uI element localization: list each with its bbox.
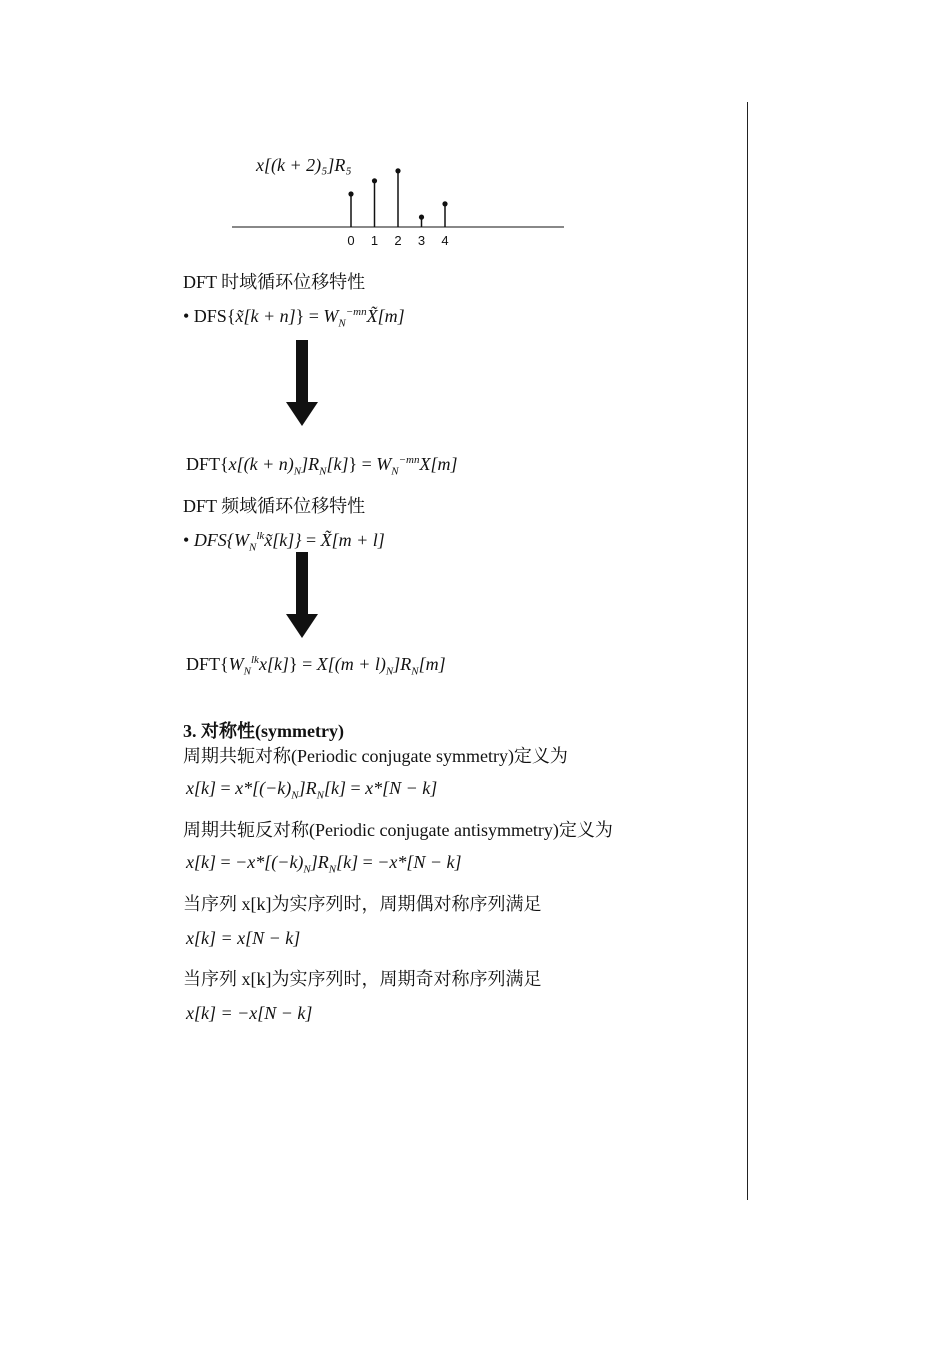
time-shift-dfs-formula: • DFS{x̃[k + $n]\} = W_N^{-mn}X̃[m]$ — [183, 306, 405, 330]
right-margin-rule — [747, 102, 748, 1200]
conj-antisym-formula: $x[k] = -x*[(-k)_N]R_N[k] = -x*[N - k]$ — [186, 852, 462, 876]
real-even-text: 当序列 x[k]为实序列时，周期偶对称序列满足 — [183, 894, 542, 914]
conj-sym-formula: $x[k] = x*[(-k)_N]R_N[k] = x*[N - k]$ — [186, 778, 438, 802]
stem-plot — [230, 160, 570, 250]
symmetry-title: 3. 对称性(symmetry) — [183, 721, 344, 741]
stem-tick-label-3: 3 — [417, 233, 426, 248]
real-odd-formula: x[k] = −x[N − k] — [186, 1003, 313, 1023]
down-arrow-2 — [296, 552, 308, 614]
stem-point-0 — [348, 191, 353, 196]
down-arrow-2-head — [286, 614, 318, 638]
time-shift-dft-formula: $DFT\{x[(k + n)_N]R_N[k]\} = W_N^{-mn}X[m]$ — [186, 454, 458, 478]
real-odd-text: 当序列 x[k]为实序列时，周期奇对称序列满足 — [183, 969, 542, 989]
stem-tick-label-0: 0 — [347, 233, 355, 248]
conj-antisym-definition: 周期共轭反对称(Periodic conjugate antisymmetry)定义为 — [183, 820, 613, 840]
stem-plot-label: x[(k + 2)₅]R₅ — [256, 155, 352, 175]
down-arrow-1 — [296, 340, 308, 402]
freq-shift-heading: DFT 频域循环位移特性 — [183, 496, 366, 516]
real-even-formula: x[k] = x[N − k] — [186, 928, 301, 948]
stem-point-2 — [395, 168, 400, 173]
stem-tick-label-4: 4 — [441, 233, 449, 248]
freq-shift-dfs-formula: • $DFS\{W_N^{lk}x̃[k]\}$ = X̃[m + l] — [183, 530, 385, 554]
stem-point-4 — [442, 201, 447, 206]
conj-sym-definition: 周期共轭对称(Periodic conjugate symmetry)定义为 — [183, 746, 568, 766]
freq-shift-dft-formula: $DFT\{W_N^{lk}x[k]\} = X[(m + l)_N]R_N[m]$ — [186, 654, 446, 678]
stem-tick-label-2: 2 — [394, 233, 402, 248]
stem-point-1 — [372, 178, 377, 183]
stem-point-3 — [419, 215, 424, 220]
down-arrow-1-head — [286, 402, 318, 426]
stem-tick-label-1: 1 — [370, 233, 379, 248]
time-shift-heading: DFT 时域循环位移特性 — [183, 272, 366, 292]
